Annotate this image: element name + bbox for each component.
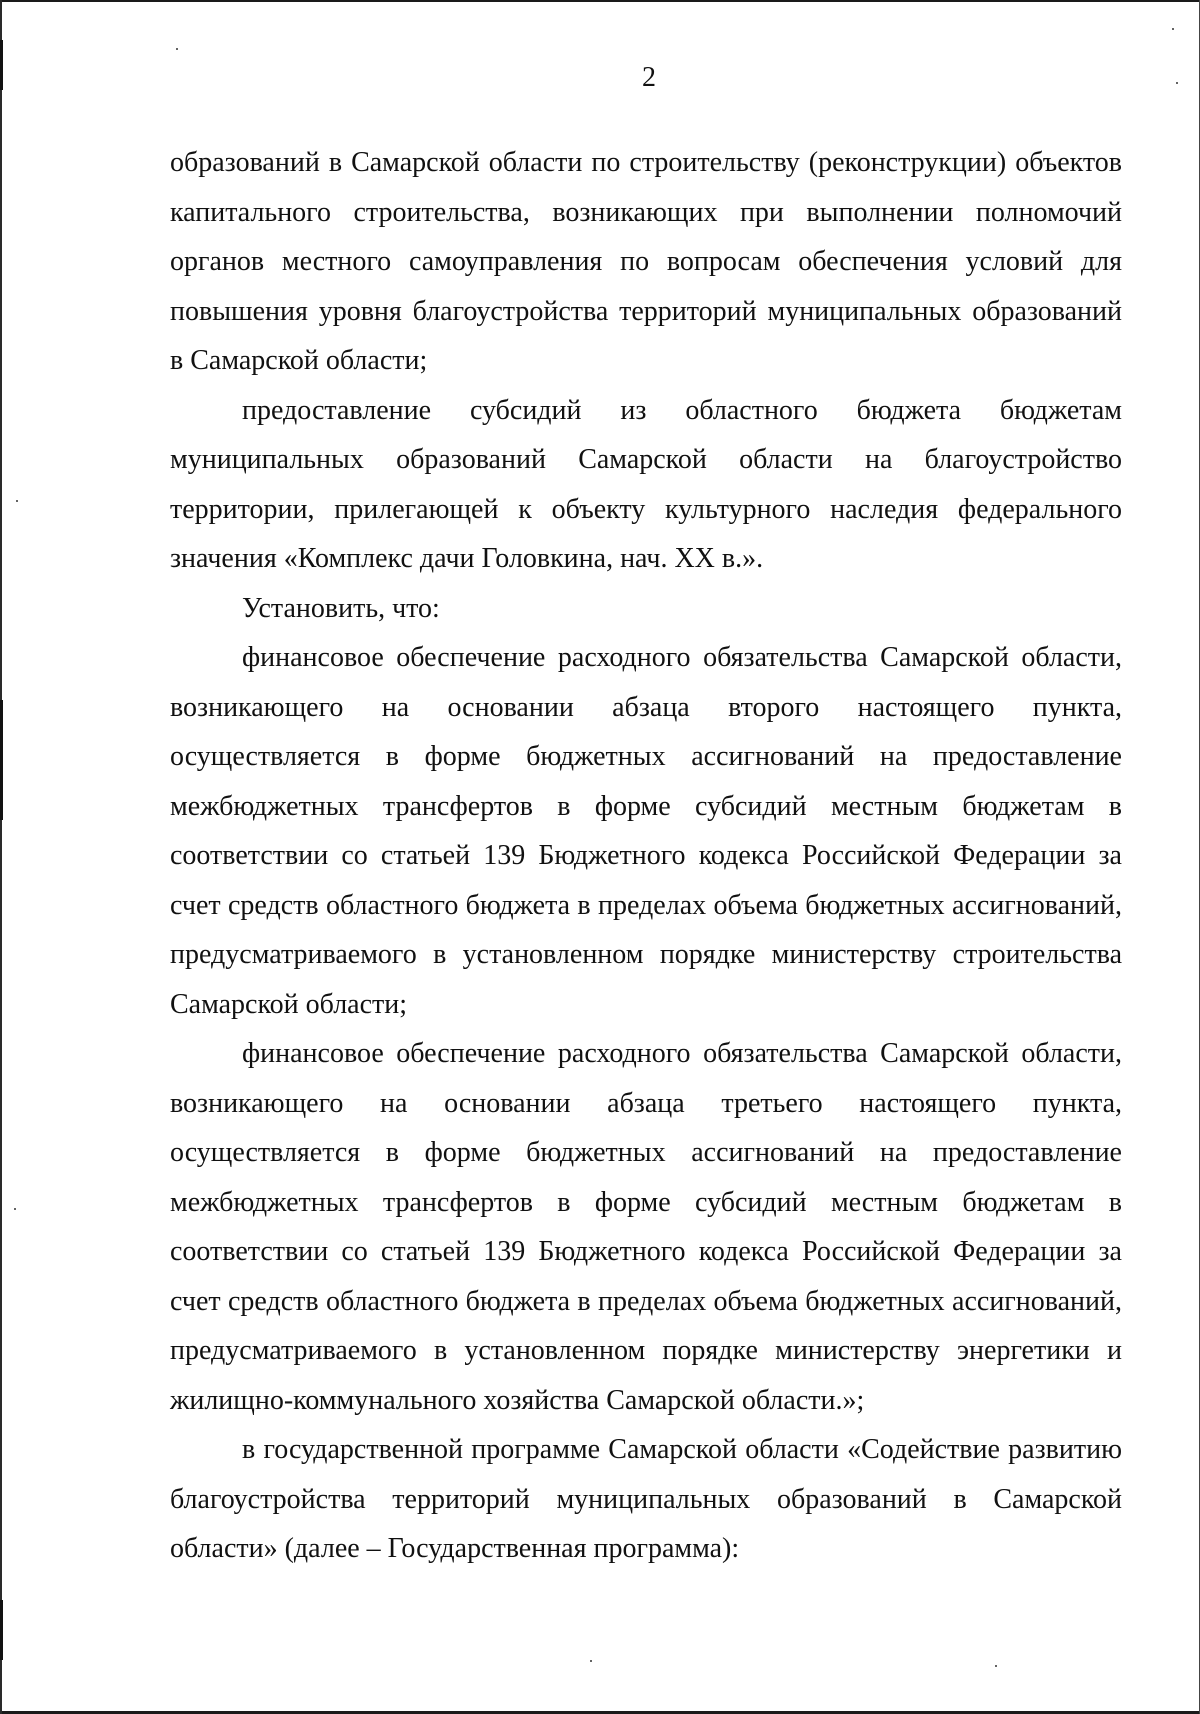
scan-speck (995, 1665, 997, 1667)
paragraph: финансовое обеспечение расходного обязательства Самарской области, возникающего на основании абзаца третьего настоящего пункта, осуществляется в форме бюджетных ассигнований на предоставление межбюджетных трансфертов в форме субсидий местным бюджетам в соответствии со статьей 139 Бюджетного кодекса Российской Федерации за счет средств областного бюджета в пределах объема бюджетных ассигнований, предусматриваемого в установленном порядке министерству энергетики и жилищно-коммунального хозяйства Самарской области.»; (170, 1038, 1122, 1416)
scan-edge-mark (0, 1600, 3, 1660)
paragraph: в государственной программе Самарской области «Содействие развитию благоустройства территорий муниципальных образований в Самарской области» (далее – Государственная программа): (170, 1434, 1122, 1564)
paragraph: финансовое обеспечение расходного обязательства Самарской области, возникающего на основании абзаца второго настоящего пункта, осуществляется в форме бюджетных ассигнований на предоставление межбюджетных трансфертов в форме субсидий местным бюджетам в соответствии со статьей 139 Бюджетного кодекса Российской Федерации за счет средств областного бюджета в пределах объема бюджетных ассигнований, предусматриваемого в установленном порядке министерству строительства Самарской области; (170, 642, 1122, 1020)
document-body (170, 138, 1122, 1574)
paragraph: образований в Самарской области по строительству (реконструкции) объектов капитального строительства, возникающих при выполнении полномочий органов местного самоуправления по вопросам обеспечения условий для повышения уровня благоустройства территорий муниципальных образований в Самарской области; (170, 147, 1122, 376)
scan-speck (176, 48, 178, 50)
scan-speck (16, 500, 18, 502)
scan-edge-top (0, 0, 1200, 2)
paragraph: Установить, что: (242, 592, 440, 624)
scan-speck (14, 1208, 16, 1210)
page-number: 2 (642, 62, 656, 93)
paragraph: предоставление субсидий из областного бюджета бюджетам муниципальных образований Самарской области на благоустройство территории, прилегающей к объекту культурного наследия федерального значения «Комплекс дачи Головкина, нач. XX в.». (170, 394, 1122, 574)
scan-edge-left (0, 0, 2, 1714)
scan-edge-mark (0, 700, 3, 820)
scan-speck (1172, 28, 1174, 30)
scan-speck (590, 1660, 592, 1662)
